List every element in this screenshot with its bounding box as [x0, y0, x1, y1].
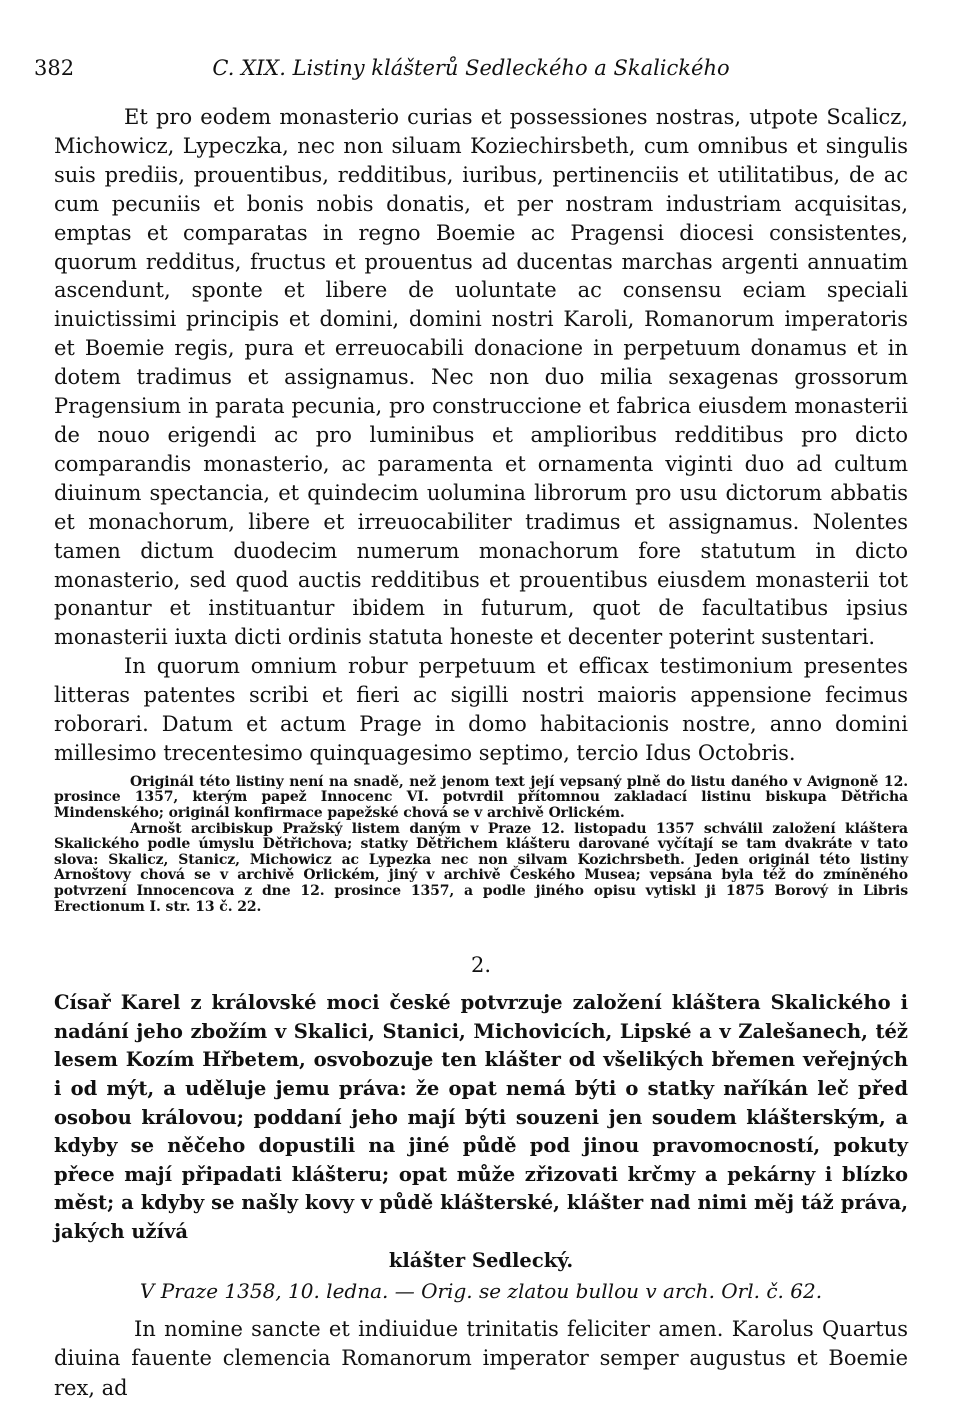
charter-opening: In nomine sancte et indiuidue trinitatis feliciter amen. Karolus Quartus diuina fauente clemencia Romanorum imperator semper augustus et Boemie rex, ad — [54, 1316, 908, 1400]
section-number: 2. — [470, 953, 492, 978]
editorial-note: Arnošt arcibiskup Pražský listem daným v Praze 12. listopadu 1357 schválil založení kláštera Skalického podle úmyslu Dětřichova; statky Dětřichem klášteru darované vyčítají se tam dvakráte v tato slova: Skalicz, Stanicz, Michowicz ac Lypezka nec non silvam Kozichrsbeth. Jeden originál této listiny Arnoštovy chová se v archivě Orlickém, jiný v archivě Českého Musea; vepsána byla též do zmíněného potvrzení Innocencova z dne 12. prosince 1357, a podle jiného opisu vytiskl ji 1875 Borový in Libris Erectionum I. str. 13 č. 22. — [54, 820, 908, 915]
body-paragraph: In quorum omnium robur perpetuum et efficax testimonium presentes litteras patentes scribi et fieri ac sigilli nostri maioris appensione fecimus roborari. Datum et actum Prage in domo habitacionis nostre, anno domini millesimo trecentesimo quinquagesimo septimo, tercio Idus Octobris. — [54, 654, 908, 765]
main-text — [54, 103, 908, 1403]
page-header — [34, 56, 908, 86]
section-summary-end: klášter Sedlecký. — [388, 1248, 574, 1272]
running-title: C. XIX. Listiny klášterů Sedleckého a Skalického — [212, 56, 730, 80]
page-number: 382 — [34, 56, 75, 80]
dating-line: V Praze 1358, 10. ledna. — Orig. se zlatou bullou v arch. Orl. č. 62. — [139, 1278, 823, 1303]
body-paragraph: Et pro eodem monasterio curias et possessiones nostras, utpote Scalicz, Michowicz, Lypeczka, nec non siluam Koziechirsbeth, cum omnibus et singulis suis prediis, prouentibus, redditibus, iuribus, pertinenciis et utilitatibus, de ac cum pecuniis et bonis nobis donatis, et per nostram industriam acquisitas, emptas et comparatas in regno Boemie ac Pragensi diocesi consistentes, quorum redditus, fructus et prouentus ad ducentas marchas argenti annuatim ascendunt, sponte et libere de uoluntate ac consensu eciam speciali inuictissimi principis et domini, domini nostri Karoli, Romanorum imperatoris et Boemie regis, pura et erreuocabili donacione in perpetuum donamus et in dotem tradimus et assignamus. Nec non duo milia sexagenas grossorum Pragensium in parata pecunia, pro construccione et fabrica eiusdem monasterii de nouo erigendi ac pro luminibus et amplioribus redditibus pro dicto comparandis monasterio, ac paramenta et ornamenta viginti duo ad cultum diuinum spectancia, et quindecim uolumina librorum pro usu dictorum abbatis et monachorum, libere et irreuocabiliter tradimus et assignamus. Nolentes tamen dictum duodecim numerum monachorum fore statutum in dicto monasterio, sed quod auctis redditibus et prouentibus eiusdem monasterii tot ponantur et instituantur ibidem in futurum, quot de facultatibus ipsius monasterii iuxta dicti ordinis statuta honeste et decenter poterint sustentari. — [54, 105, 908, 650]
editorial-note: Originál této listiny není na snadě, než jenom text její vepsaný plně do listu daného v Avignoně 12. prosince 1357, kterým papež Innocenc VI. potvrdil přítomnou zakladací listinu biskupa Dětřicha Mindenského; originál konfirmace papežské chová se v archivě Orlickém. — [54, 773, 908, 822]
section-summary: Císař Karel z královské moci české potvrzuje založení kláštera Skalického i nadání jeho zbožím v Skalici, Stanici, Michovicích, Lipské a v Zalešanech, též lesem Kozím Hřbetem, osvobozuje ten klášter od všelikých břemen veřejných i od mýt, a uděluje jemu práva: že opat nemá býti o statky naříkán leč před osobou královou; poddaní jeho mají býti souzeni jen soudem klášterským, a kdyby se něčeho dopustili na jiné půdě pod jinou pravomocností, pokuty přece mají připadati klášteru; opat může zřizovati krčmy a pekárny i blízko měst; a kdyby se našly kovy v půdě klášterské, klášter nad nimi měj táž práva, jakých užívá — [54, 991, 908, 1243]
